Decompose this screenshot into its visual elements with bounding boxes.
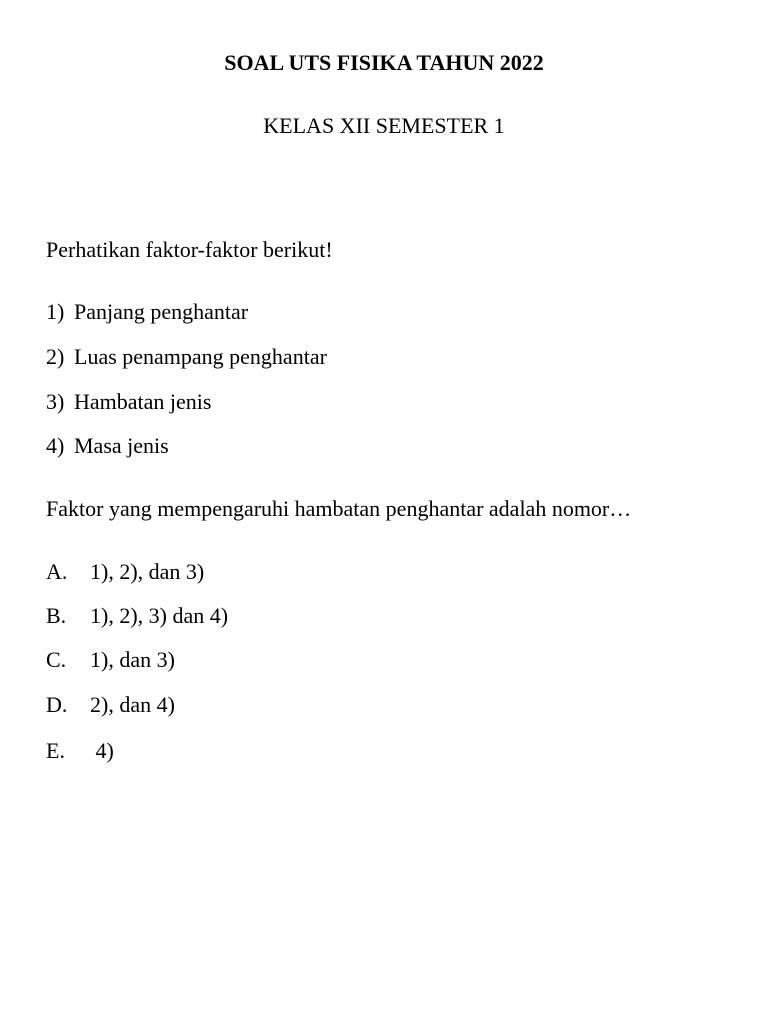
list-item-text: Panjang penghantar [74, 299, 249, 324]
option-text: 2), dan 4) [90, 692, 175, 717]
question-intro: Perhatikan faktor-faktor berikut! [46, 237, 333, 262]
answer-option-a [46, 557, 204, 587]
option-text: 1), 2), dan 3) [90, 559, 205, 584]
list-item-number: 4) [46, 433, 65, 458]
list-item-text: Masa jenis [74, 433, 169, 458]
option-letter: C. [46, 647, 67, 672]
option-text: 1), 2), 3) dan 4) [90, 603, 229, 628]
option-letter: E. [46, 738, 65, 763]
document-subtitle: KELAS XII SEMESTER 1 [263, 113, 505, 138]
option-text: 4) [90, 738, 114, 763]
answer-option-c [46, 645, 175, 675]
answer-option-e [46, 736, 114, 766]
answer-option-b [46, 601, 228, 631]
option-letter: D. [46, 692, 68, 717]
document-title: SOAL UTS FISIKA TAHUN 2022 [224, 50, 544, 75]
list-item-text: Luas penampang penghantar [74, 344, 327, 369]
question-prompt: Faktor yang mempengaruhi hambatan penghantar adalah nomor… [46, 496, 632, 521]
option-text: 1), dan 3) [90, 647, 175, 672]
list-item [46, 431, 169, 461]
option-letter: A. [46, 559, 68, 584]
list-item-number: 1) [46, 299, 65, 324]
list-item-number: 3) [46, 389, 65, 414]
answer-option-d [46, 690, 175, 720]
list-item [46, 297, 248, 327]
list-item-text: Hambatan jenis [74, 389, 212, 414]
option-letter: B. [46, 603, 67, 628]
list-item-number: 2) [46, 344, 65, 369]
list-item [46, 342, 327, 372]
list-item [46, 387, 211, 417]
